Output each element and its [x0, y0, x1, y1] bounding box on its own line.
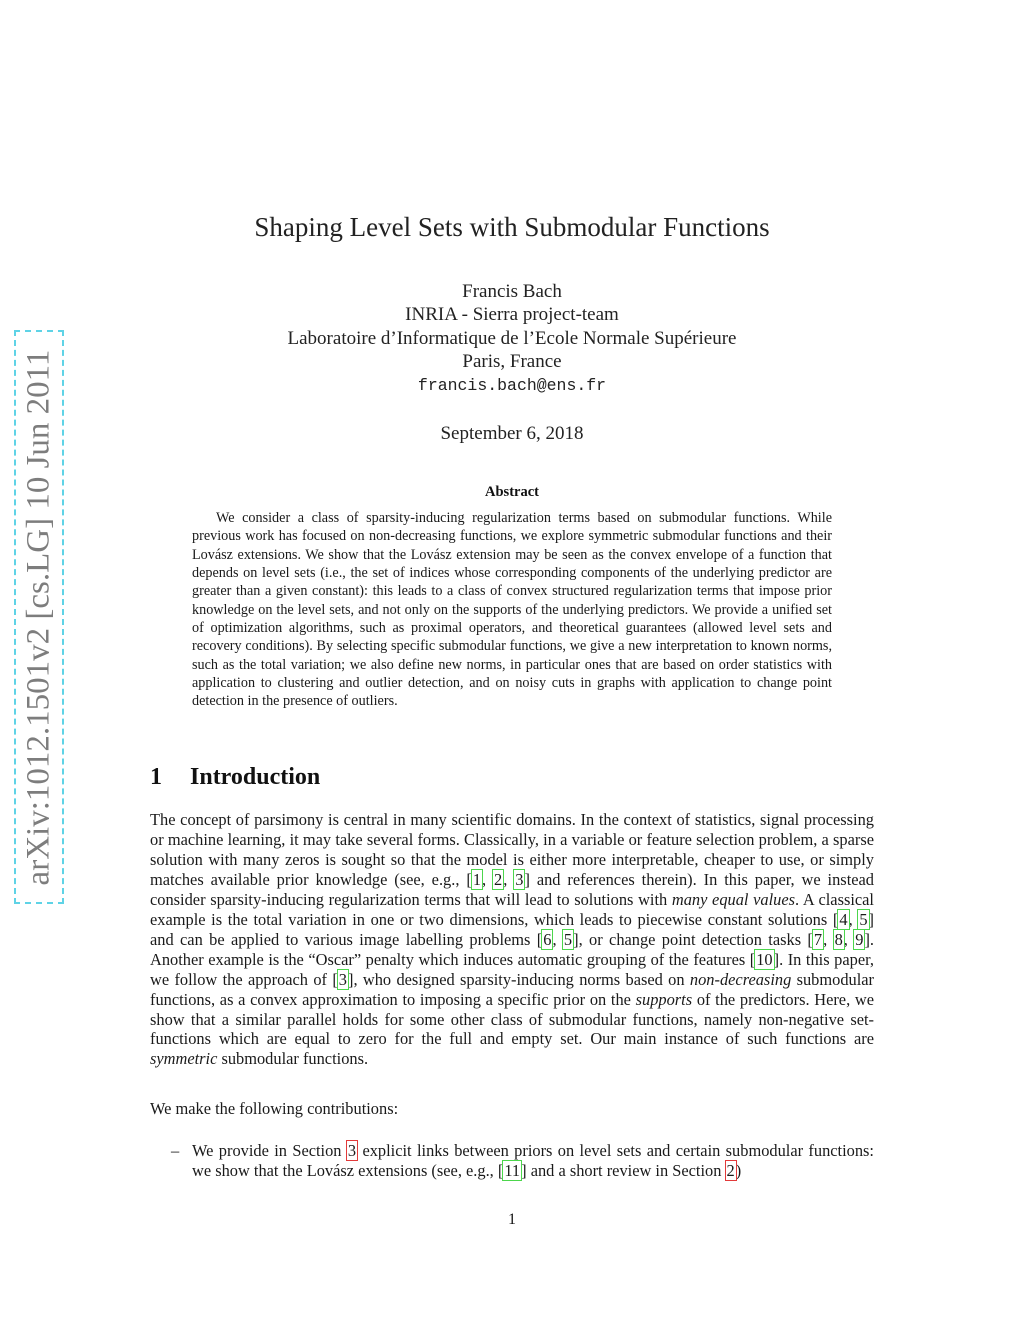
citation-link[interactable]: 3	[515, 869, 524, 889]
citation-link[interactable]: 3	[338, 969, 347, 989]
intro-text: ] and references therein). In this paper, we instead consider sparsity-inducing regularization terms that will lead to solutions with	[150, 869, 874, 909]
intro-text: submodular functions.	[217, 1049, 369, 1069]
citation-link[interactable]: 5	[859, 909, 868, 929]
intro-text: ], or change point detection tasks [	[573, 929, 813, 949]
intro-emphasis: supports	[635, 989, 693, 1009]
section-title: Introduction	[190, 764, 321, 790]
intro-text: ]. Another example is the “Oscar” penalty which induces automatic grouping of the features [	[150, 929, 875, 969]
bullet-dash: –	[171, 1141, 180, 1160]
intro-sep: ,	[823, 929, 834, 949]
citation-link[interactable]: 11	[504, 1160, 521, 1180]
intro-text: The concept of parsimony is central in many scientific domains. In the context of statistics, signal processing or machine learning, it may take several forms. Classically, in a variable or feature selection problem, a sparse solution with many zeros is sought so that the model is either more interpretable, cheaper to use, or simply matches available prior knowledge (see, e.g.,	[150, 810, 874, 889]
section-number: 1	[150, 764, 162, 790]
abstract-text: We consider a class of sparsity-inducing regularization terms based on submodular functions. While previous work has focused on non-decreasing functions, we explore symmetric submodular functions and their Lovász extensions. We show that the Lovász extension may be seen as the convex envelope of a function that depends on level sets (i.e., the set of indices whose corresponding components of the underlying predictor are greater than a given constant): this leads to a class of convex structured regularization terms that impose prior knowledge on the level sets, and not only on the supports of the underlying predictors. We provide a unified set of optimization algorithms, such as proximal operators, and theoretical guarantees (allowed level sets and recovery conditions). By selecting specific submodular functions, we give a new interpretation to known norms, such as the total variation; we also define new norms, in particular ones that are based on order statistics with application to clustering and outlier detection, and on noisy cuts in graphs with application to change point detection in the presence of outliers.	[192, 510, 832, 710]
bullet-segment: )	[735, 1160, 742, 1180]
contribution-bullet	[171, 1141, 874, 1181]
bullet-text	[192, 1141, 874, 1181]
page-number: 1	[508, 1211, 516, 1228]
citation-link[interactable]: 10	[756, 949, 773, 969]
bullet-segment: We provide in Section	[192, 1141, 347, 1160]
section-reference-link[interactable]: 2	[726, 1160, 735, 1180]
author-block	[0, 280, 1024, 397]
citation-link[interactable]: 9	[855, 929, 864, 949]
intro-text: ] and can be applied to various image labelling problems [	[150, 909, 874, 949]
citation-link[interactable]: 7	[813, 929, 823, 949]
intro-text: ], who designed sparsity-inducing norms based on	[348, 969, 690, 989]
section-heading	[150, 764, 320, 791]
author-name: Francis Bach	[462, 281, 562, 302]
intro-sep: ,	[552, 929, 563, 949]
citation-link[interactable]: 4	[839, 909, 848, 929]
intro-text: . A classical example is the total variation in one or two dimensions, which leads to piecewise constant solutions [	[150, 889, 874, 929]
intro-sep: ,	[503, 869, 515, 889]
citation-link[interactable]: 2	[494, 869, 503, 889]
citation-link[interactable]: 1	[472, 869, 482, 889]
section-reference-link[interactable]: 3	[347, 1141, 357, 1160]
intro-text: submodular functions, as a convex approximation to imposing a specific prior on the	[150, 969, 874, 1009]
author-affiliation-1: INRIA - Sierra project-team	[405, 304, 619, 326]
author-email[interactable]: francis.bach@ens.fr	[417, 375, 607, 395]
intro-emphasis: non-decreasing	[689, 969, 792, 989]
intro-text: ]. In this paper, we follow the approach of [	[150, 949, 874, 989]
intro-emphasis: many equal values	[671, 889, 796, 909]
author-affiliation-2: Laboratoire d’Informatique de l’Ecole Normale Supérieure	[287, 327, 737, 349]
intro-sep: ,	[848, 909, 859, 929]
arxiv-identifier-stamp[interactable]	[14, 330, 64, 904]
intro-emphasis: symmetric	[150, 1049, 218, 1069]
arxiv-identifier-text: arXiv:1012.1501v2 [cs.LG] 10 Jun 2011	[20, 349, 57, 885]
bullet-segment: ] and a short review in Section	[521, 1160, 726, 1180]
contributions-intro: We make the following contributions:	[150, 1099, 399, 1118]
citation-link[interactable]: 6	[543, 929, 552, 949]
bullet-segment: explicit links between priors on level sets and certain submodular functions: we show that the Lovász extensions (see, e.g., [	[192, 1141, 874, 1180]
intro-text: of the predictors. Here, we show that a similar parallel holds for some other class of submodular functions, namely non-negative set-functions which are equal to zero for the full and empty set. Our main instance of such functions are	[150, 989, 874, 1049]
intro-sep: ,	[843, 929, 855, 949]
intro-sep: ,	[482, 869, 494, 889]
intro-paragraph: The concept of parsimony is central in many scientific domains. In the context of statistics, signal processing or machine learning, it may take several forms. Classically, in a variable or feature selection problem, a sparse solution with many zeros is sought so that the model is either more interpretable, cheaper to use, or simply matches available prior knowledge (see, e.g., [1, 2, 3] and references therein). In this paper, we instead consider sparsity-inducing regularization terms that will lead to solutions with many equal values. A classical example is the total variation in one or two dimensions, which leads to piecewise constant solutions [4, 5] and can be applied to various image labelling problems [6, 5], or change point detection tasks [7, 8, 9]. Another example is the “Oscar” penalty which induces automatic grouping of the features [10]. In this paper, we follow the approach of [3], who designed sparsity-inducing norms based on non-decreasing submodular functions, as a convex approximation to imposing a specific prior on the supports of the predictors. Here, we show that a similar parallel holds for some other class of submodular functions, namely non-negative set-functions which are equal to zero for the full and empty set. Our main instance of such functions are symmetric submodular functions.	[150, 810, 875, 1069]
citation-link[interactable]: 8	[834, 929, 843, 949]
paper-date: September 6, 2018	[440, 423, 584, 444]
author-location: Paris, France	[462, 351, 562, 373]
abstract-heading: Abstract	[485, 484, 539, 500]
citation-link[interactable]: 5	[563, 929, 573, 949]
paper-title: Shaping Level Sets with Submodular Functions	[254, 212, 770, 242]
